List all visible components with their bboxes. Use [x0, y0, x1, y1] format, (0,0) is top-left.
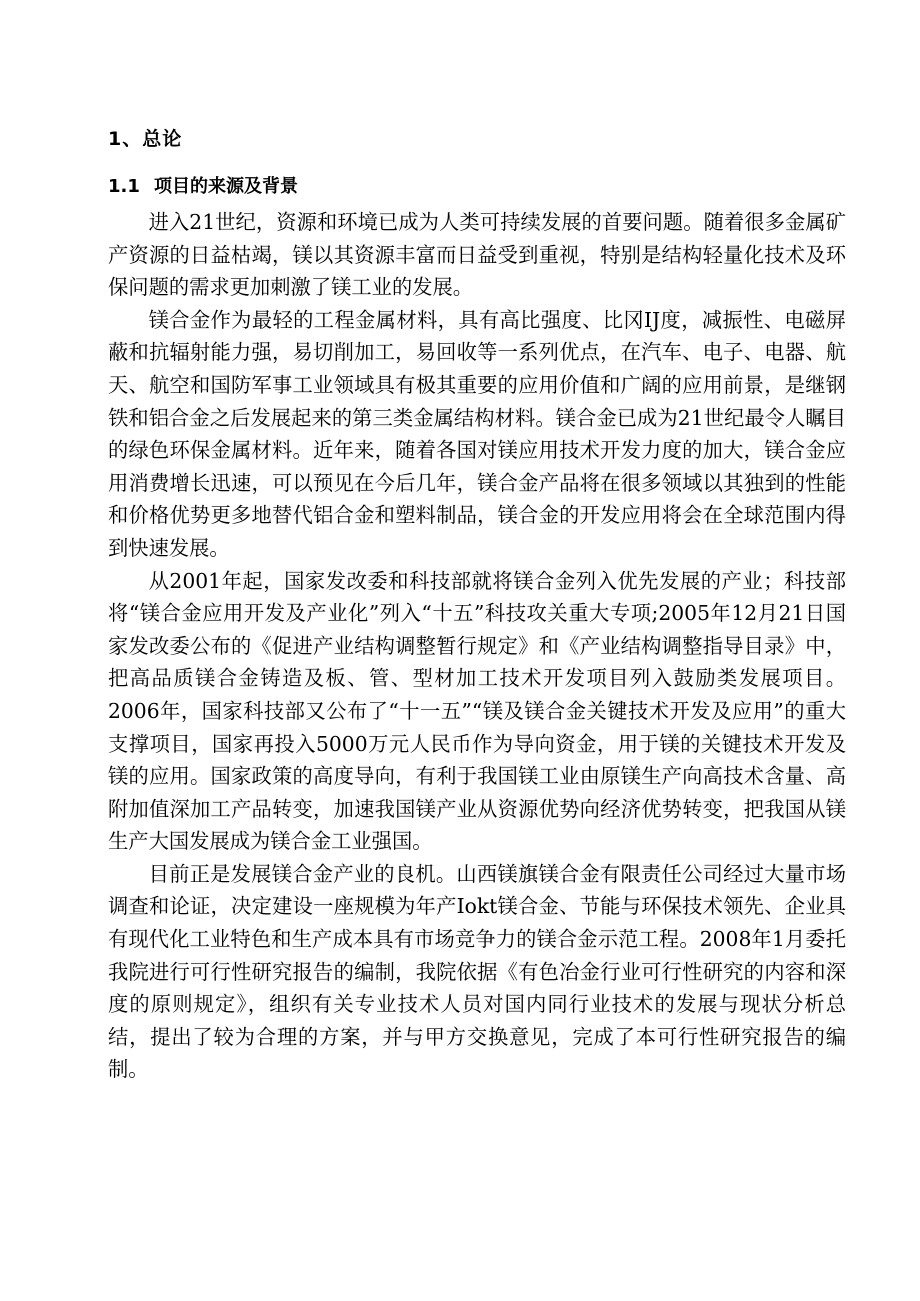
subsection-heading	[108, 172, 298, 198]
paragraph: 目前正是发展镁合金产业的良机。山西镁旗镁合金有限责任公司经过大量市场调查和论证，决定建设一座规模为年产Iokt镁合金、节能与环保技术领先、企业具有现代化工业特色和生产成本具有市场竞争力的镁合金示范工程。2008年1月委托我院进行可行性研究报告的编制，我院依据《有色冶金行业可行性研究的内容和深度的原则规定》，组织有关专业技术人员对国内同行业技术的发展与现状分析总结，提出了较为合理的方案，并与甲方交换意见，完成了本可行性研究报告的编制。	[108, 861, 846, 1082]
section-heading: 1、总论	[108, 128, 183, 150]
body-text	[108, 206, 846, 1086]
subsection-number: 1.1	[108, 176, 140, 197]
paragraph: 进入21世纪，资源和环境已成为人类可持续发展的首要问题。随着很多金属矿产资源的日益枯竭，镁以其资源丰富而日益受到重视，特别是结构轻量化技术及环保问题的需求更加刺激了镁工业的发展。	[108, 210, 846, 300]
paragraph: 从2001年起，国家发改委和科技部就将镁合金列入优先发展的产业；科技部将“镁合金应用开发及产业化”列入“十五”科技攻关重大专项;2005年12月21日国家发改委公布的《促进产业结构调整暂行规定》和《产业结构调整指导目录》中，把高品质镁合金铸造及板、管、型材加工技术开发项目列入鼓励类发展项目。2006年，国家科技部又公布了“十一五”“镁及镁合金关键技术开发及应用”的重大支撑项目，国家再投入5000万元人民币作为导向资金，用于镁的关键技术开发及镁的应用。国家政策的高度导向，有利于我国镁工业由原镁生产向高技术含量、高附加值深加工产品转变，加速我国镁产业从资源优势向经济优势转变，把我国从镁生产大国发展成为镁合金工业强国。	[108, 568, 846, 854]
subsection-title: 项目的来源及背景	[154, 176, 298, 197]
paragraph: 镁合金作为最轻的工程金属材料，具有高比强度、比冈IJ度，减振性、电磁屏蔽和抗辐射能力强，易切削加工，易回收等一系列优点，在汽车、电子、电器、航天、航空和国防军事工业领域具有极其重要的应用价值和广阔的应用前景，是继钢铁和铝合金之后发展起来的第三类金属结构材料。镁合金已成为21世纪最令人瞩目的绿色环保金属材料。近年来，随着各国对镁应用技术开发力度的加大，镁合金应用消费增长迅速，可以预见在今后几年，镁合金产品将在很多领域以其独到的性能和价格优势更多地替代铝合金和塑料制品，镁合金的开发应用将会在全球范围内得到快速发展。	[108, 307, 846, 560]
